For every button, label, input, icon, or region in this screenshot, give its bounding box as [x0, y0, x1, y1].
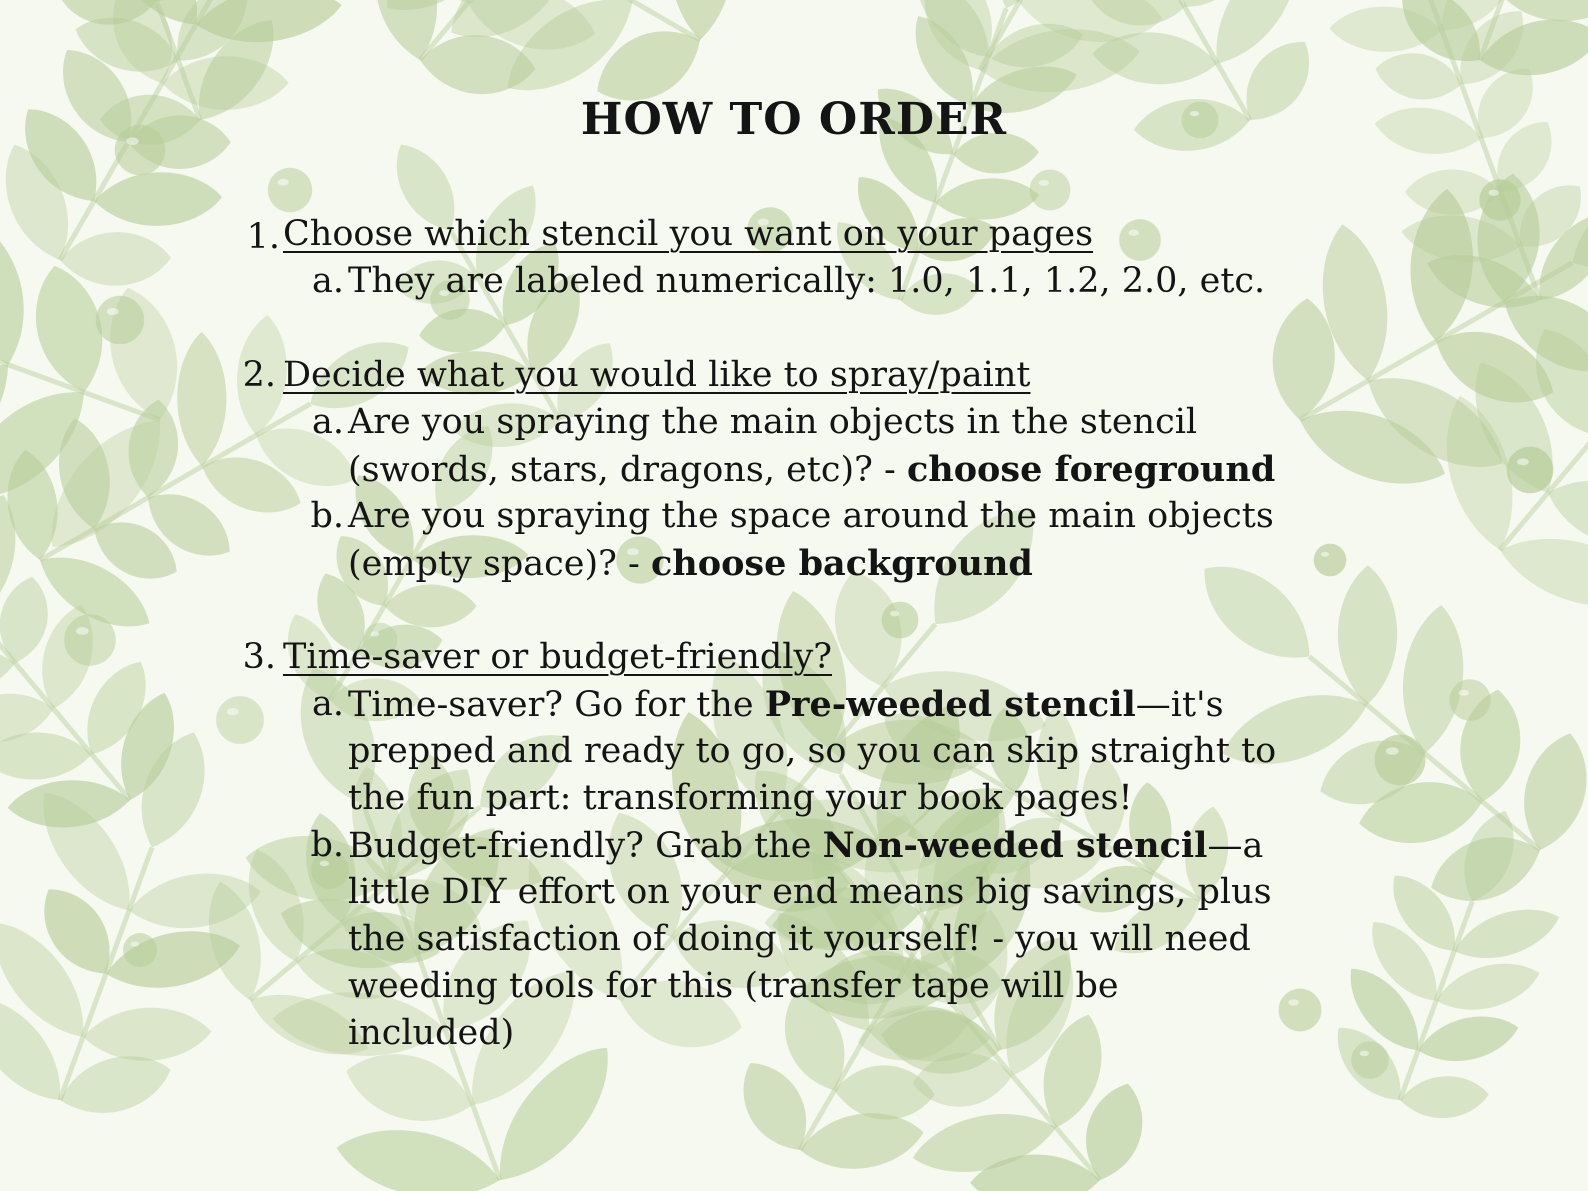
- step-3a-marker: a.: [312, 684, 344, 724]
- step-2a-text: (swords, stars, dragons, etc)? -: [348, 450, 907, 490]
- step-2b-text: (empty space)? -: [348, 544, 651, 584]
- step-3-marker: 3.: [242, 637, 276, 677]
- step-3b-line-1: [348, 825, 1263, 866]
- step-2b-line-2: [348, 543, 1033, 584]
- step-3a-line-2: prepped and ready to go, so you can skip straight to: [348, 731, 1277, 771]
- choose-background-label: choose background: [650, 543, 1033, 584]
- step-3a-line-1: [348, 684, 1224, 725]
- step-3b-line-5: included): [348, 1013, 515, 1053]
- step-2-heading: Decide what you would like to spray/paint: [283, 355, 1031, 395]
- choose-foreground-label: choose foreground: [906, 449, 1276, 490]
- step-1-heading: Choose which stencil you want on your pages: [283, 214, 1094, 254]
- step-3b-line-2: little DIY effort on your end means big savings, plus: [348, 872, 1272, 912]
- step-3a-text-end: —it's: [1135, 685, 1224, 725]
- step-3b-line-3: the satisfaction of doing it yourself! - you will need: [348, 919, 1251, 959]
- step-2a-line-2: [348, 449, 1275, 490]
- step-3a-text: Time-saver? Go for the: [348, 685, 765, 725]
- step-3b-marker: b.: [310, 825, 344, 865]
- non-weeded-stencil-label: Non-weeded stencil: [822, 825, 1208, 866]
- step-3-heading: Time-saver or budget-friendly?: [283, 637, 832, 677]
- step-1a-text: They are labeled numerically: 1.0, 1.1, 1.2, 2.0, etc.: [348, 261, 1266, 301]
- step-2a-marker: a.: [312, 402, 344, 442]
- step-2-marker: 2.: [242, 355, 276, 395]
- step-2a-line-1: Are you spraying the main objects in the stencil: [348, 402, 1198, 442]
- pre-weeded-stencil-label: Pre-weeded stencil: [764, 684, 1136, 725]
- step-3b-line-4: weeding tools for this (transfer tape will be: [348, 966, 1119, 1006]
- step-3b-text: Budget-friendly? Grab the: [348, 826, 823, 866]
- step-3a-line-3: the fun part: transforming your book pages!: [348, 778, 1133, 818]
- step-1a-marker: a.: [312, 261, 344, 301]
- page-title: HOW TO ORDER: [580, 94, 1008, 145]
- step-2b-line-1: Are you spraying the space around the main objects: [348, 496, 1274, 536]
- step-3b-text-end: —a: [1207, 826, 1264, 866]
- step-2b-marker: b.: [310, 496, 344, 536]
- step-1-marker: 1.: [246, 217, 280, 257]
